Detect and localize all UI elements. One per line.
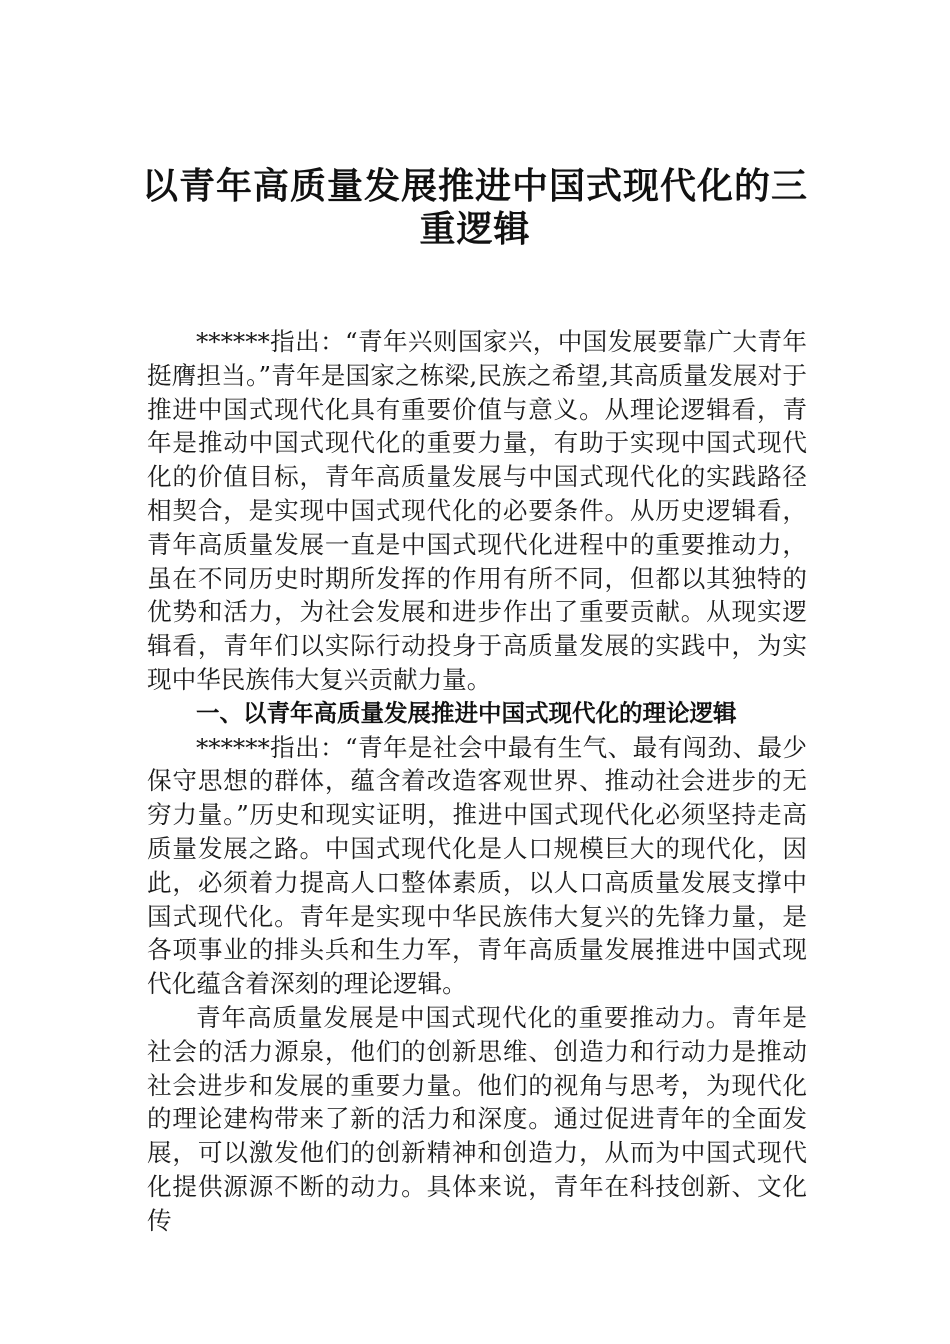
document-title-line-1: 以青年高质量发展推进中国式现代化的三	[141, 165, 808, 207]
section-heading: 一、以青年高质量发展推进中国式现代化的理论逻辑	[196, 698, 737, 727]
document-body	[147, 325, 807, 1238]
section-paragraph-2: 青年高质量发展是中国式现代化的重要推动力。青年是社会的活力源泉，他们的创新思维、创造力和行动力是推动社会进步和发展的重要力量。他们的视角与思考，为现代化的理论建构带来了新的活力和深度。通过促进青年的全面发展，可以激发他们的创新精神和创造力，从而为中国式现代化提供源源不断的动力。具体来说，青年在科技创新、文化传	[147, 1002, 807, 1235]
document-title-line-2: 重逻辑	[419, 208, 531, 250]
intro-paragraph: ******指出：“青年兴则国家兴，中国发展要靠广大青年挺膺担当。”青年是国家之栋梁,民族之希望,其高质量发展对于推进中国式现代化具有重要价值与意义。从理论逻辑看，青年是推动中国式现代化的重要力量，有助于实现中国式现代化的价值目标，青年高质量发展与中国式现代化的实践路径相契合，是实现中国式现代化的必要条件。从历史逻辑看，青年高质量发展一直是中国式现代化进程中的重要推动力，虽在不同历史时期所发挥的作用有所不同，但都以其独特的优势和活力，为社会发展和进步作出了重要贡献。从现实逻辑看，青年们以实际行动投身于高质量发展的实践中，为实现中华民族伟大复兴贡献力量。	[147, 327, 807, 694]
section-paragraph-1: ******指出：“青年是社会中最有生气、最有闯劲、最少保守思想的群体，蕴含着改造客观世界、推动社会进步的无穷力量。”历史和现实证明，推进中国式现代化必须坚持走高质量发展之路。中国式现代化是人口规模巨大的现代化，因此，必须着力提高人口整体素质，以人口高质量发展支撑中国式现代化。青年是实现中华民族伟大复兴的先锋力量，是各项事业的排头兵和生力军，青年高质量发展推进中国式现代化蕴含着深刻的理论逻辑。	[147, 732, 807, 999]
